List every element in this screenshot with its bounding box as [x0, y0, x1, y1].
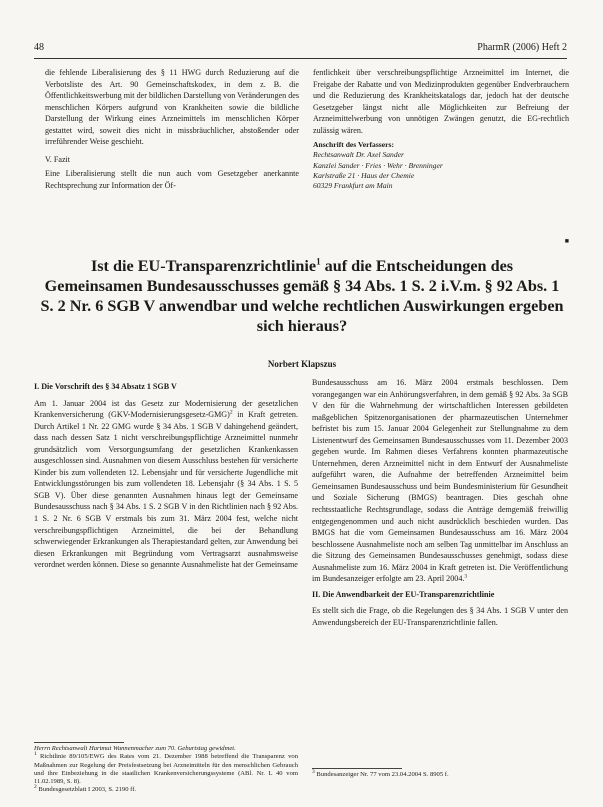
section-heading: I. Die Vorschrift des § 34 Absatz 1 SGB V [34, 382, 177, 391]
article-text: in Kraft getreten. Durch Artikel 1 Nr. 22 GMG wurde § 34 Abs. 1 SGB V dahingehend geändert, dass nach dessen Satz 1 nicht verschreibungspflichtige Arzneimittel nunmehr grundsätzlich vom Versorgungsumfang der gesetzlichen Krankenkassen ausgeschlossen sind. Ausnahmen von diesem Ausschluss bestehen für versicherte Kinder bis zum vollendeten 12. Lebensjahr und für versicherte Jugendliche mit Entwicklungsstörungen bis zum vollendeten 18. Lebensjahr (§ 34 Abs. 1 S. 5 SGB V). Über diese genannten Ausnahmen hinaus legt der Gemeinsame Bundesausschuss nach § 34 Abs. 1 S. 2 SGB V in den Richtlinien nach § 92 Abs. 1 S. 2 Nr. 6 SGB V erstmals bis zum 31. März 2004 fest, welche nicht verschreibungspflichtigen Arzneimittel, die bei der Behandlung schwerwiegender Erkrankungen als Therapiestandard gelten, zur Anwendung bei diesen Erkrankungen mit Begründung vom Vertragsarzt ausnahmsweise verordnet werden können. Diese so genannte Ausnahmeliste hat der Gemeinsame [34, 410, 298, 570]
article-paragraph [312, 377, 568, 585]
section-heading-fazit: V. Fazit [45, 154, 71, 164]
article-title-text: Ist die EU-Transparenzrichtlinie [90, 257, 317, 275]
page-number: 48 [34, 42, 44, 53]
footnote-ref: 1 [316, 256, 321, 267]
author-address-label: Anschrift des Verfassers: [313, 140, 394, 150]
previous-article-left-column [45, 67, 299, 250]
footnote-rule [312, 768, 402, 769]
footnote [312, 768, 568, 779]
author-address [313, 140, 569, 191]
header-rule [34, 58, 567, 59]
author-dedication: Herrn Rechtsanwalt Hartmut Wannenmacher zum 70. Geburtstag gewidmet. [34, 745, 236, 752]
journal-reference: PharmR (2006) Heft 2 [477, 42, 567, 53]
footnote-ref: 2 [229, 409, 233, 416]
previous-article-paragraph: die fehlende Liberalisierung des § 11 HWG durch Reduzierung auf die Verbotsliste des Art. 90 Gemeinschaftskodex, in dem z. B. die Öffentlichkeitswerbung mit der bildlichen Darstellung von Veränderungen des menschlichen Körpers aufgrund von Krankheiten sowie die bildliche Darstellung der Wirkung eines Arzneimittels im menschlichen Körper gestattet wird, soweit dies nicht in missbräuchlicher, abstoßender oder irreführender Weise geschieht. [45, 68, 299, 147]
footnote-text: Bundesgesetzblatt I 2003, S. 2190 ff. [38, 786, 137, 794]
footnotes-left [34, 742, 298, 795]
previous-article-right-column [313, 67, 569, 250]
page-header [34, 42, 567, 58]
article-author: Norbert Klapszus [267, 359, 337, 369]
article-end-mark: ■ [564, 237, 569, 246]
footnotes-right [312, 768, 568, 779]
author-address-line: Karlstraße 21 · Haus der Chemie [313, 170, 415, 180]
footnote [34, 786, 298, 794]
article-paragraph [34, 398, 298, 571]
article-text: Bundesausschuss am 16. März 2004 erstmals beschlossen. Dem vorangegangen war ein Anhörungsverfahren, in dem gemäß § 92 Abs. 3a SGB V den für die Wahrnehmung der wirtschaftlichen Interessen gebildeten maßgeblichen Spitzenorganisationen der pharmazeutischen Unternehmer befristet bis zum 15. Januar 2004 Gelegenheit zur Stellungnahme zu dem Listenentwurf des Gemeinsamen Bundesausschusses vom 11. Dezember 2003 gegeben wurde. Im Rahmen dieses Verfahrens konnten pharmazeutische Unternehmen, deren Arzneimittel nicht in dem Entwurf der Ausnahmeliste aufgeführt waren, die Aufnahme der betreffenden Arzneimittel beim Gemeinsamen Bundesausschuss und beim Bundesministerium für Gesundheit und Soziale Sicherung (BMGS) beantragen. Dies geschah ohne rechtsstaatliche Rechtsgrundlage, sodass die Anträge demgemäß freiwillig entgegengenommen und auch nicht ausdrücklich beschieden wurden. Das BMGS hat die vom Gemeinsamen Bundesausschuss am 16. März 2004 beschlossene Ausnahmeliste noch am selben Tag unmittelbar im Anschluss an die Sitzung des Gemeinsamen Bundesausschusses genehmigt, sodass diese Ausnahmeliste zum 16. März 2004 in Kraft getreten ist. Die Veröffentlichung im Bundesanzeiger erfolgte am 23. April 2004. [312, 378, 568, 584]
author-address-line: Rechtsanwalt Dr. Axel Sander [313, 150, 404, 160]
section-heading: II. Die Anwendbarkeit der EU-Transparenzrichtlinie [312, 589, 495, 599]
article-title [40, 256, 564, 336]
article-right-column [312, 377, 568, 737]
article-text: Am 1. Januar 2004 ist das Gesetz zur Modernisierung der gesetzlichen Krankenversicherung (GKV-Modernisierungsgesetz-GMG) [34, 398, 298, 420]
previous-article-paragraph: Eine Liberalisierung stellt die nun auch vom Gesetzgeber anerkannte Rechtsprechung zur Information der Öf- [45, 169, 299, 190]
footnote-number: 3 [312, 768, 315, 775]
article-paragraph: Es stellt sich die Frage, ob die Regelungen des § 34 Abs. 1 SGB V unter den Anwendungsbereich der EU-Transparenzrichtlinie fallen. [312, 606, 568, 627]
footnote-text: Richtlinie 89/105/EWG des Rates vom 21. Dezember 1988 betreffend die Transparenz von Maßnahmen zur Regelung der Preisfestsetzung bei Arzneimitteln für den menschlichen Gebrauch und ihre Einbeziehung in die staatlichen Krankenversicherungssysteme (ABl. Nr. L 40 vom 11.02.1989, S. 8). [34, 753, 298, 786]
author-address-line: Kanzlei Sander · Fries · Wehr · Brenninger [313, 160, 443, 170]
previous-article-paragraph: fentlichkeit über verschreibungspflichtige Arzneimittel im Internet, die Freigabe der Rabatte und von Medizinprodukten gegenüber Endverbrauchern und die Reduzierung des Krankheitskatalogs dar, jedoch hat der deutsche Gesetzgeber längst nicht alle Möglichkeiten zur Befreiung der Arzneimittelwerbung von unnötigen Zwängen genutzt, die EG-rechtlich zulässig wären. [313, 68, 569, 135]
footnote-number: 2 [34, 784, 37, 791]
footnote-rule [34, 742, 124, 743]
author-address-line: 60329 Frankfurt am Main [313, 181, 393, 191]
footnote-number: 1 [34, 751, 37, 758]
article-title-text-rest: auf die Entscheidungen des Gemeinsamen Bundesausschusses gemäß § 34 Abs. 1 S. 2 i.V.m. § 92 Abs. 1 S. 2 Nr. 6 SGB V anwendbar und welche rechtlichen Auswirkungen ergeben sich hieraus? [40, 257, 564, 335]
footnote-ref: 3 [464, 573, 468, 580]
article-left-column [34, 377, 298, 737]
footnote [34, 753, 298, 786]
footnote-text: Bundesanzeiger Nr. 77 vom 23.04.2004 S. 8905 f. [316, 771, 449, 778]
